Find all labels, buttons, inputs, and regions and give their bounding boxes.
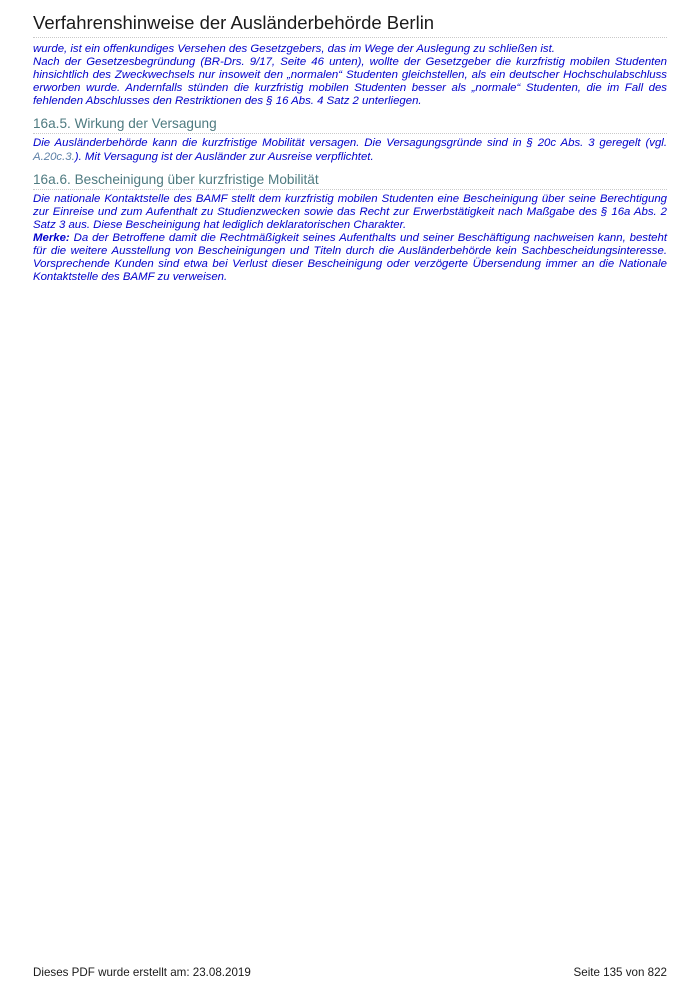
page-header [33,12,667,38]
intro-paragraph-justification: Nach der Gesetzesbegründung (BR-Drs. 9/17, Seite 46 unten), wollte der Gesetzgeber die kurzfristig mobilen Studenten hinsichtlich des Zweckwechsels nur insoweit den „normalen“ Studenten gleichstellen, als ein deutscher Hochschulabschluss erworben wurde. Andernfalls stünden die kurzfristig mobilen Studenten besser als „normale“ Studenten, die im Fall des fehlenden Abschlusses den Restriktionen des § 16 Abs. 4 Satz 2 unterliegen. [33,56,667,108]
creation-date: Dieses PDF wurde erstellt am: 23.08.2019 [33,966,251,979]
section-16a6-paragraph: Die nationale Kontaktstelle des BAMF stellt dem kurzfristig mobilen Studenten eine Bescheinigung über seine Berechtigung zur Einreise und zum Aufenthalt zu Studienzwecken sowie das Recht zur Erwerbstätigkeit nach Maßgabe des § 16a Abs. 2 Satz 3 aus. Diese Bescheinigung hat lediglich deklaratorischen Charakter. [33,192,667,231]
document-body [33,43,667,284]
section-16a5-paragraph [33,137,667,163]
cross-reference-link[interactable]: A.20c.3. [33,150,75,163]
section-16a5-text-after: ). Mit Versagung ist der Ausländer zur Ausreise verpflichtet. [74,150,374,163]
merke-paragraph [33,232,667,284]
page-number: Seite 135 von 822 [573,966,667,979]
section-heading-16a6: 16a.6. Bescheinigung über kurzfristige Mobilität [33,172,667,190]
section-16a5-text-before: Die Ausländerbehörde kann die kurzfristige Mobilität versagen. Die Versagungsgründe sind in § 20c Abs. 3 geregelt (vgl. [33,137,667,150]
document-title: Verfahrenshinweise der Ausländerbehörde Berlin [33,12,435,33]
intro-paragraph-continuation: wurde, ist ein offenkundiges Versehen des Gesetzgebers, das im Wege der Auslegung zu schließen ist. [33,43,555,55]
merke-text: Da der Betroffene damit die Rechtmäßigkeit seines Aufenthalts und seiner Beschäftigung nachweisen kann, besteht für die weitere Ausstellung von Bescheinigungen und Titeln durch die Ausländerbehörde kein Sachbescheidungsinteresse. Vorsprechende Kunden sind etwa bei Verlust dieser Bescheinigung oder verzögerte Übersendung immer an die Nationale Kontaktstelle des BAMF zu verweisen. [33,231,667,284]
section-heading-16a5: 16a.5. Wirkung der Versagung [33,116,667,134]
merke-label: Merke: [33,231,70,244]
